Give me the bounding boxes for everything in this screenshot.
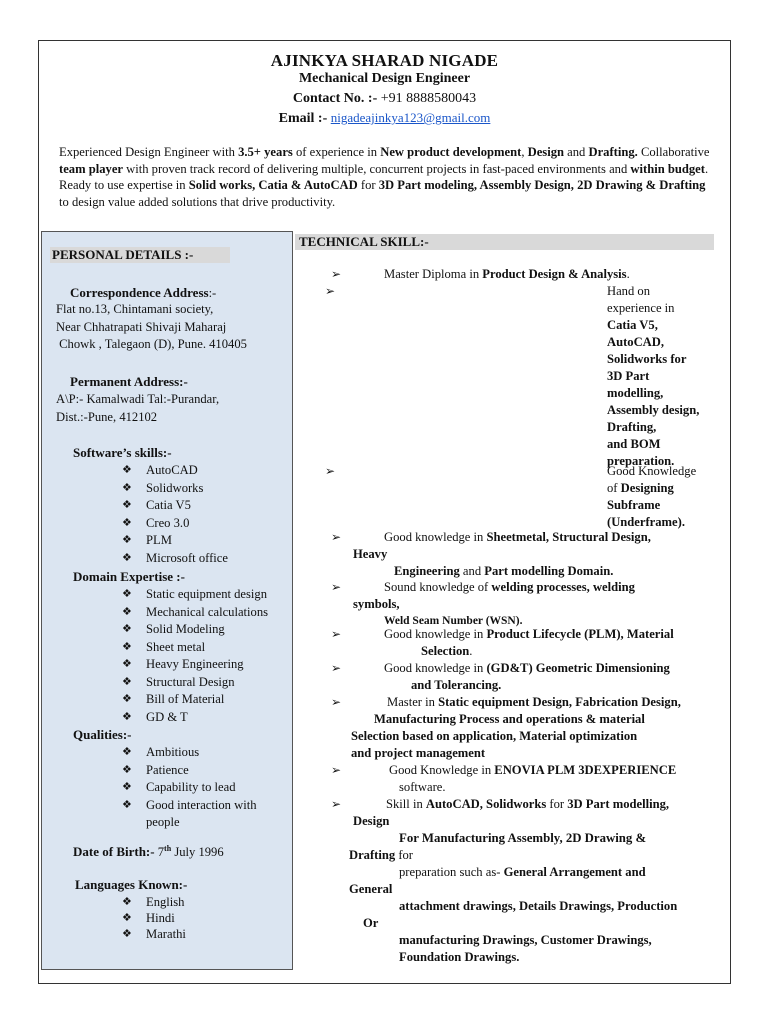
tech-item-5-line3: Weld Seam Number (WSN).: [384, 615, 523, 627]
tech-item-4-line3: Engineering and Part modelling Domain.: [394, 564, 614, 578]
personal-details-panel: [41, 231, 293, 970]
languages-label: Languages Known:-: [75, 877, 188, 892]
tech-item-10-line8: Or: [363, 916, 379, 930]
list-item: ❖ Bill of Material: [122, 692, 225, 706]
arrow-bullet-icon: ➢: [331, 267, 342, 281]
arrow-bullet-icon: ➢: [331, 661, 342, 675]
email-label: Email :-: [278, 111, 328, 126]
tech-item-10-line2: Design: [353, 814, 390, 828]
arrow-bullet-icon: ➢: [331, 695, 342, 709]
list-item: ❖ Marathi: [122, 927, 186, 941]
email-link[interactable]: nigadeajinkya123@gmail.com: [330, 110, 491, 125]
list-item: ❖ Patience: [122, 762, 189, 777]
tech-item-7-line1: Good knowledge in (GD&T) Geometric Dimensioning: [384, 661, 670, 675]
software-skills-label: Software’s skills:-: [73, 445, 172, 460]
list-item: ❖ Microsoft office: [122, 550, 228, 565]
arrow-bullet-icon: ➢: [331, 627, 342, 641]
tech-item-6-line1: Good knowledge in Product Lifecycle (PLM), Material: [384, 627, 674, 641]
tech-item-8-line3: Selection based on application, Material optimization: [351, 729, 638, 743]
qualities-label: Qualities:-: [73, 727, 132, 742]
tech-item-8-line1: Master in Static equipment Design, Fabrication Design,: [387, 695, 681, 709]
candidate-name: AJINKYA SHARAD NIGADE: [270, 51, 499, 70]
correspondence-address-label: Correspondence Address:-: [70, 285, 217, 300]
arrow-bullet-icon: ➢: [331, 530, 342, 544]
arrow-bullet-icon: ➢: [325, 284, 336, 298]
resume-page: [38, 40, 731, 984]
date-of-birth: Date of Birth:- 7th July 1996: [73, 844, 224, 860]
tech-item-10-line9: manufacturing Drawings, Customer Drawings,: [399, 933, 652, 947]
tech-item-10-line3: For Manufacturing Assembly, 2D Drawing &: [399, 831, 647, 845]
contact-number: +91 8888580043: [380, 91, 477, 106]
list-item: ❖ Solidworks: [122, 480, 204, 495]
list-item: ❖ AutoCAD: [122, 463, 198, 477]
tech-item-9-line2: software.: [399, 780, 446, 794]
domain-expertise-list: [122, 586, 268, 726]
list-item: ❖ Ambitious: [122, 745, 200, 759]
tech-item-5-line1: Sound knowledge of welding processes, welding: [384, 580, 635, 594]
list-item: ❖ Static equipment design: [122, 587, 268, 601]
tech-item-10-line1: Skill in AutoCAD, Solidworks for 3D Part modelling,: [386, 797, 670, 811]
tech-item-10-line6: General: [349, 882, 393, 896]
email-line: [39, 110, 730, 127]
tech-item-8-line4: and project management: [351, 746, 486, 760]
list-item: ❖ Solid Modeling: [122, 622, 225, 636]
tech-item-1: Master Diploma in Product Design & Analysis.: [384, 267, 630, 281]
domain-expertise-label: Domain Expertise :-: [73, 569, 185, 584]
tech-item-4-line1: Good knowledge in Sheetmetal, Structural Design,: [384, 530, 651, 544]
tech-item-10-line7: attachment drawings, Details Drawings, Production: [399, 899, 678, 913]
arrow-bullet-icon: ➢: [331, 580, 342, 594]
technical-skill-heading: TECHNICAL SKILL:-: [295, 234, 714, 250]
list-item: ❖ Creo 3.0: [122, 515, 190, 530]
arrow-bullet-icon: ➢: [331, 797, 342, 811]
list-item: ❖ GD & T: [122, 709, 188, 724]
languages-list: [122, 894, 186, 942]
tech-item-5-line2: symbols,: [353, 597, 400, 611]
tech-item-8-line2: Manufacturing Process and operations & material: [374, 712, 645, 726]
permanent-address-label: Permanent Address:-: [70, 374, 188, 389]
list-item: ❖ English: [122, 895, 185, 909]
tech-item-10-line10: Foundation Drawings.: [399, 950, 520, 964]
list-item: ❖ Catia V5: [122, 498, 191, 512]
correspondence-address: Flat no.13, Chintamani society, Near Chhatrapati Shivaji Maharaj Chowk , Talegaon (D), Pune. 410405: [56, 302, 247, 351]
list-item: ❖ Heavy Engineering: [122, 657, 244, 671]
personal-details-heading: PERSONAL DETAILS :-: [50, 247, 230, 263]
permanent-address: A\P:- Kamalwadi Tal:-Purandar, Dist.:-Pune, 412102: [56, 392, 220, 424]
tech-item-6-line2: Selection.: [421, 644, 473, 658]
job-title: Mechanical Design Engineer: [298, 71, 471, 86]
software-skills-list: [122, 462, 228, 567]
tech-item-2: Hand on experience in Catia V5, AutoCAD, Solidworks for 3D Part modelling, Assembly design, Drafting, and BOM preparation.: [607, 284, 700, 468]
list-item: ❖ Hindi: [122, 911, 175, 925]
list-item: ❖ PLM: [122, 533, 172, 547]
qualities-list: [122, 744, 257, 832]
tech-item-4-line2: Heavy: [353, 547, 388, 561]
tech-item-10-line5: preparation such as- General Arrangement and: [399, 865, 646, 879]
tech-item-9-line1: Good Knowledge in ENOVIA PLM 3DEXPERIENCE: [389, 763, 677, 777]
list-item: ❖ Structural Design: [122, 674, 235, 689]
list-item: ❖ Mechanical calculations: [122, 604, 269, 619]
arrow-bullet-icon: ➢: [331, 763, 342, 777]
arrow-bullet-icon: ➢: [325, 464, 336, 478]
tech-item-7-line2: and Tolerancing.: [411, 678, 502, 692]
profile-summary: Experienced Design Engineer with 3.5+ years of experience in New product development, Design and Drafting. Collaborative team player with proven track record of delivering multiple, concurrent projects in fast-paced environments and within budget. Ready to use expertise in Solid works, Catia & AutoCAD for 3D Part modeling, Assembly Design, 2D Drawing & Drafting to design value added solutions that drive productivity.: [59, 145, 710, 209]
list-item: ❖ Good interaction with: [122, 797, 257, 812]
list-item: ❖ Capability to lead: [122, 780, 236, 794]
contact-line: [39, 91, 730, 107]
tech-item-3: Good Knowledge of Designing Subframe (Underframe).: [607, 464, 697, 529]
contact-label: Contact No. :-: [292, 91, 378, 106]
list-item: ❖ Sheet metal: [122, 639, 206, 654]
tech-item-10-line4: Drafting for: [349, 848, 414, 862]
list-item: people: [146, 815, 180, 829]
